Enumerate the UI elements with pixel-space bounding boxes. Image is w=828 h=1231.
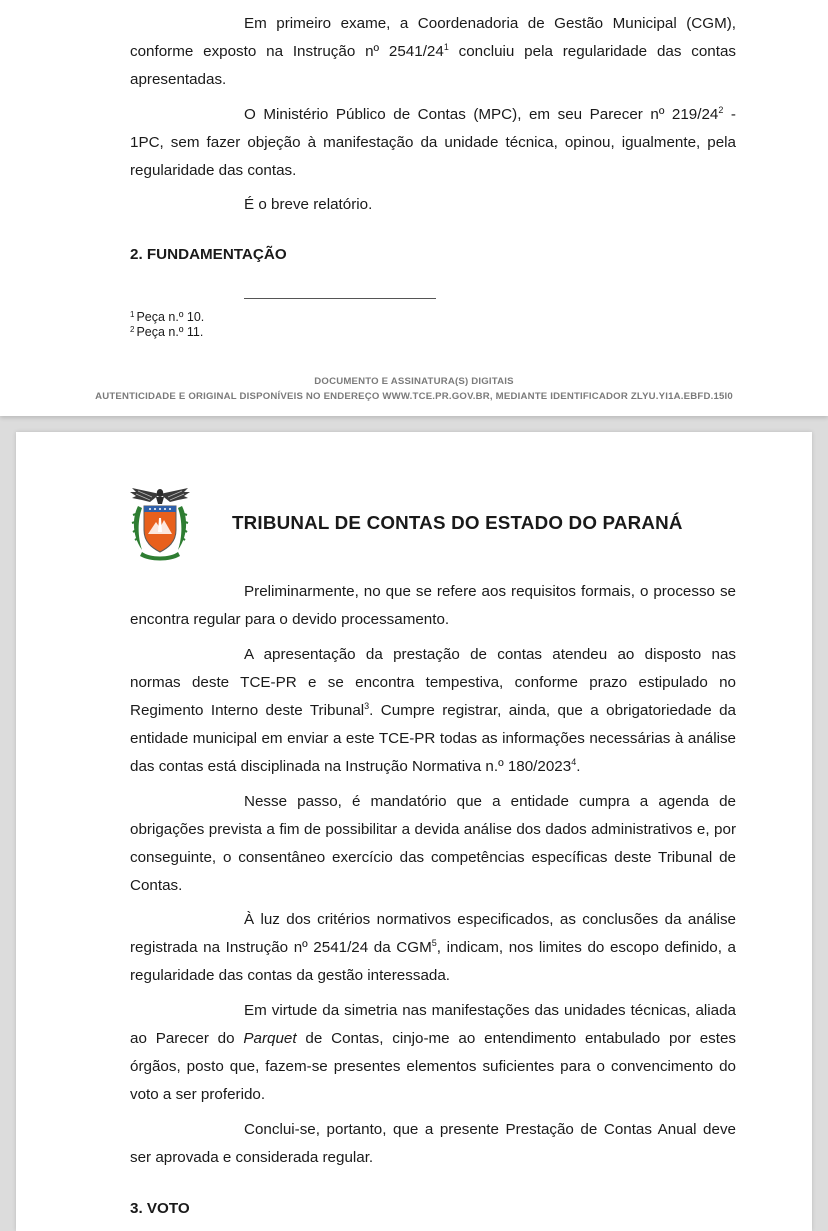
footnote-ref-5[interactable]: 5 xyxy=(431,938,437,948)
paragraph-cgm-exam: Em primeiro exame, a Coordenadoria de Gestão Municipal (CGM), conforme exposto na Instrução nº $2541/24^1$ concluiu pela regularidade das contas apresentadas. xyxy=(130,15,736,88)
paragraph-symmetry: Em virtude da simetria nas manifestações das unidades técnicas, aliada ao Parecer do Parquet de Contas, cinjo-me ao entendimento entabulado por estes órgãos, posto que, fazem-se presentes elementos suficientes para o convencimento do voto a ser proferido. xyxy=(130,1002,737,1103)
footnote-item: $^2$ Peça n.º 11. xyxy=(130,325,204,339)
paragraph-mpc-opinion: O Ministério Público de Contas (MPC), em seu Parecer nº $219/24^2 - 1PC$, sem fazer objeção à manifestação da unidade técnica, opinou, igualmente, pela regularidade das contas. xyxy=(130,105,736,179)
paragraph-formal-requirements: Preliminarmente, no que se refere aos requisitos formais, o processo se encontra regular para o devido processamento. xyxy=(130,583,736,628)
paragraph-brief-report: É o breve relatório. xyxy=(244,196,373,213)
parana-coat-of-arms-icon xyxy=(128,484,192,562)
footnote-ref-1[interactable]: 1 xyxy=(443,42,449,52)
footnote-ref-3[interactable]: 3 xyxy=(364,701,370,711)
court-header-title: TRIBUNAL DE CONTAS DO ESTADO DO PARANÁ xyxy=(232,512,683,533)
document-page-1 xyxy=(0,0,828,416)
footnote-divider xyxy=(244,298,436,299)
paragraph-presentation: A apresentação da prestação de contas atendeu ao disposto nas normas deste TCE-PR e se encontra tempestiva, conforme prazo estipulado no Regimento Interno deste Tribunal$^3$. Cumpre registrar, ainda, que a obrigatoriedade da entidade municipal em enviar a este TCE-PR todas as informações necessárias à análise das contas está disciplinada na Instrução Normativa n.º 180/2023$^4$. xyxy=(130,646,736,775)
footnotes xyxy=(130,310,204,340)
digital-signature-stamp-url[interactable]: AUTENTICIDADE E ORIGINAL DISPONÍVEIS NO ENDEREÇO WWW.TCE.PR.GOV.BR, MEDIANTE IDENTIFICADOR ZLYU.YI1A.EBFD.15I0 xyxy=(95,391,733,402)
paragraph-conclusion: Conclui-se, portanto, que a presente Prestação de Contas Anual deve ser aprovada e considerada regular. xyxy=(130,1121,736,1166)
section-heading-voto: 3. VOTO xyxy=(130,1200,190,1217)
footnote-ref-4[interactable]: 4 xyxy=(571,757,577,767)
paragraph-obligations: Nesse passo, é mandatório que a entidade cumpra a agenda de obrigações prevista a fim de possibilitar a devida análise dos dados administrativos e, por conseguinte, o consentâneo exercício das competências específicas deste Tribunal de Contas. xyxy=(130,793,736,894)
footnote-item: $^1$ Peça n.º 10. xyxy=(130,310,205,324)
footnote-ref-2[interactable]: 2 xyxy=(718,105,724,115)
document-page-2 xyxy=(16,432,812,1231)
paragraph-normative-criteria: À luz dos critérios normativos especificados, as conclusões da análise registrada na Instrução nº 2541/24 da CGM$^5$, indicam, nos limites do escopo definido, a regularidade das contas da gestão interessada. xyxy=(130,911,736,984)
section-heading-fundamentacao: 2. FUNDAMENTAÇÃO xyxy=(130,246,287,263)
digital-signature-stamp-title: DOCUMENTO E ASSINATURA(S) DIGITAIS xyxy=(314,376,514,387)
